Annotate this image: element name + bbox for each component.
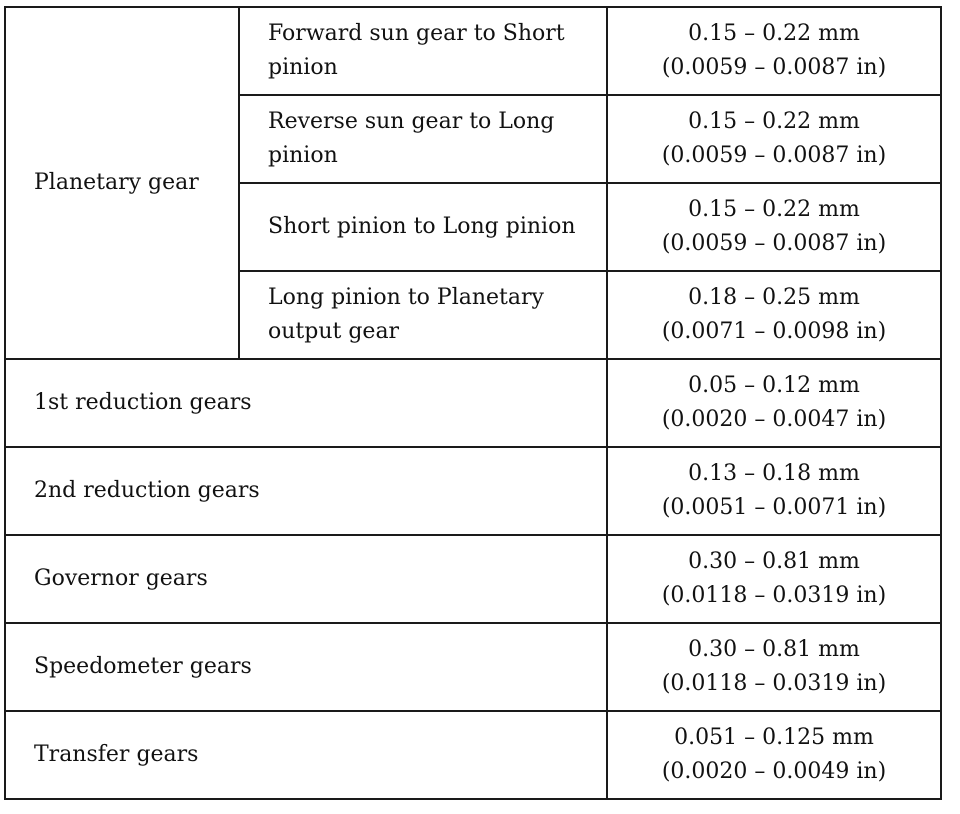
value-in: (0.0118 – 0.0319 in) — [661, 671, 887, 696]
value-mm: 0.15 – 0.22 mm — [688, 109, 860, 134]
value-in: (0.0020 – 0.0047 in) — [661, 407, 887, 432]
part-name: Reverse sun gear to Long pinion — [239, 95, 607, 183]
planetary-gear-label: Planetary gear — [5, 7, 239, 359]
value-in: (0.0118 – 0.0319 in) — [661, 583, 887, 608]
part-name: Long pinion to Planetary output gear — [239, 271, 607, 359]
value-mm: 0.18 – 0.25 mm — [688, 285, 860, 310]
value-mm: 0.051 – 0.125 mm — [674, 725, 874, 750]
part-name: Forward sun gear to Short pinion — [239, 7, 607, 95]
part-name: Transfer gears — [5, 711, 607, 799]
backlash-value — [607, 183, 941, 271]
value-mm: 0.05 – 0.12 mm — [688, 373, 860, 398]
value-in: (0.0051 – 0.0071 in) — [661, 495, 887, 520]
backlash-value — [607, 711, 941, 799]
value-in: (0.0059 – 0.0087 in) — [661, 143, 887, 168]
table-row — [5, 623, 941, 711]
table-row — [5, 7, 941, 95]
part-name: Speedometer gears — [5, 623, 607, 711]
gear-backlash-table — [4, 6, 942, 800]
backlash-value — [607, 359, 941, 447]
value-mm: 0.30 – 0.81 mm — [688, 637, 860, 662]
value-in: (0.0059 – 0.0087 in) — [661, 55, 887, 80]
part-name: 1st reduction gears — [5, 359, 607, 447]
part-name: Governor gears — [5, 535, 607, 623]
part-name: 2nd reduction gears — [5, 447, 607, 535]
backlash-value — [607, 95, 941, 183]
table-row — [5, 359, 941, 447]
value-mm: 0.15 – 0.22 mm — [688, 21, 860, 46]
table-row — [5, 535, 941, 623]
backlash-value — [607, 271, 941, 359]
part-name: Short pinion to Long pinion — [239, 183, 607, 271]
value-in: (0.0020 – 0.0049 in) — [661, 759, 887, 784]
value-mm: 0.13 – 0.18 mm — [688, 461, 860, 486]
backlash-value — [607, 623, 941, 711]
value-in: (0.0059 – 0.0087 in) — [661, 231, 887, 256]
value-mm: 0.15 – 0.22 mm — [688, 197, 860, 222]
value-in: (0.0071 – 0.0098 in) — [661, 319, 887, 344]
value-mm: 0.30 – 0.81 mm — [688, 549, 860, 574]
backlash-value — [607, 447, 941, 535]
backlash-value — [607, 7, 941, 95]
table-row — [5, 447, 941, 535]
table-row — [5, 711, 941, 799]
backlash-value — [607, 535, 941, 623]
